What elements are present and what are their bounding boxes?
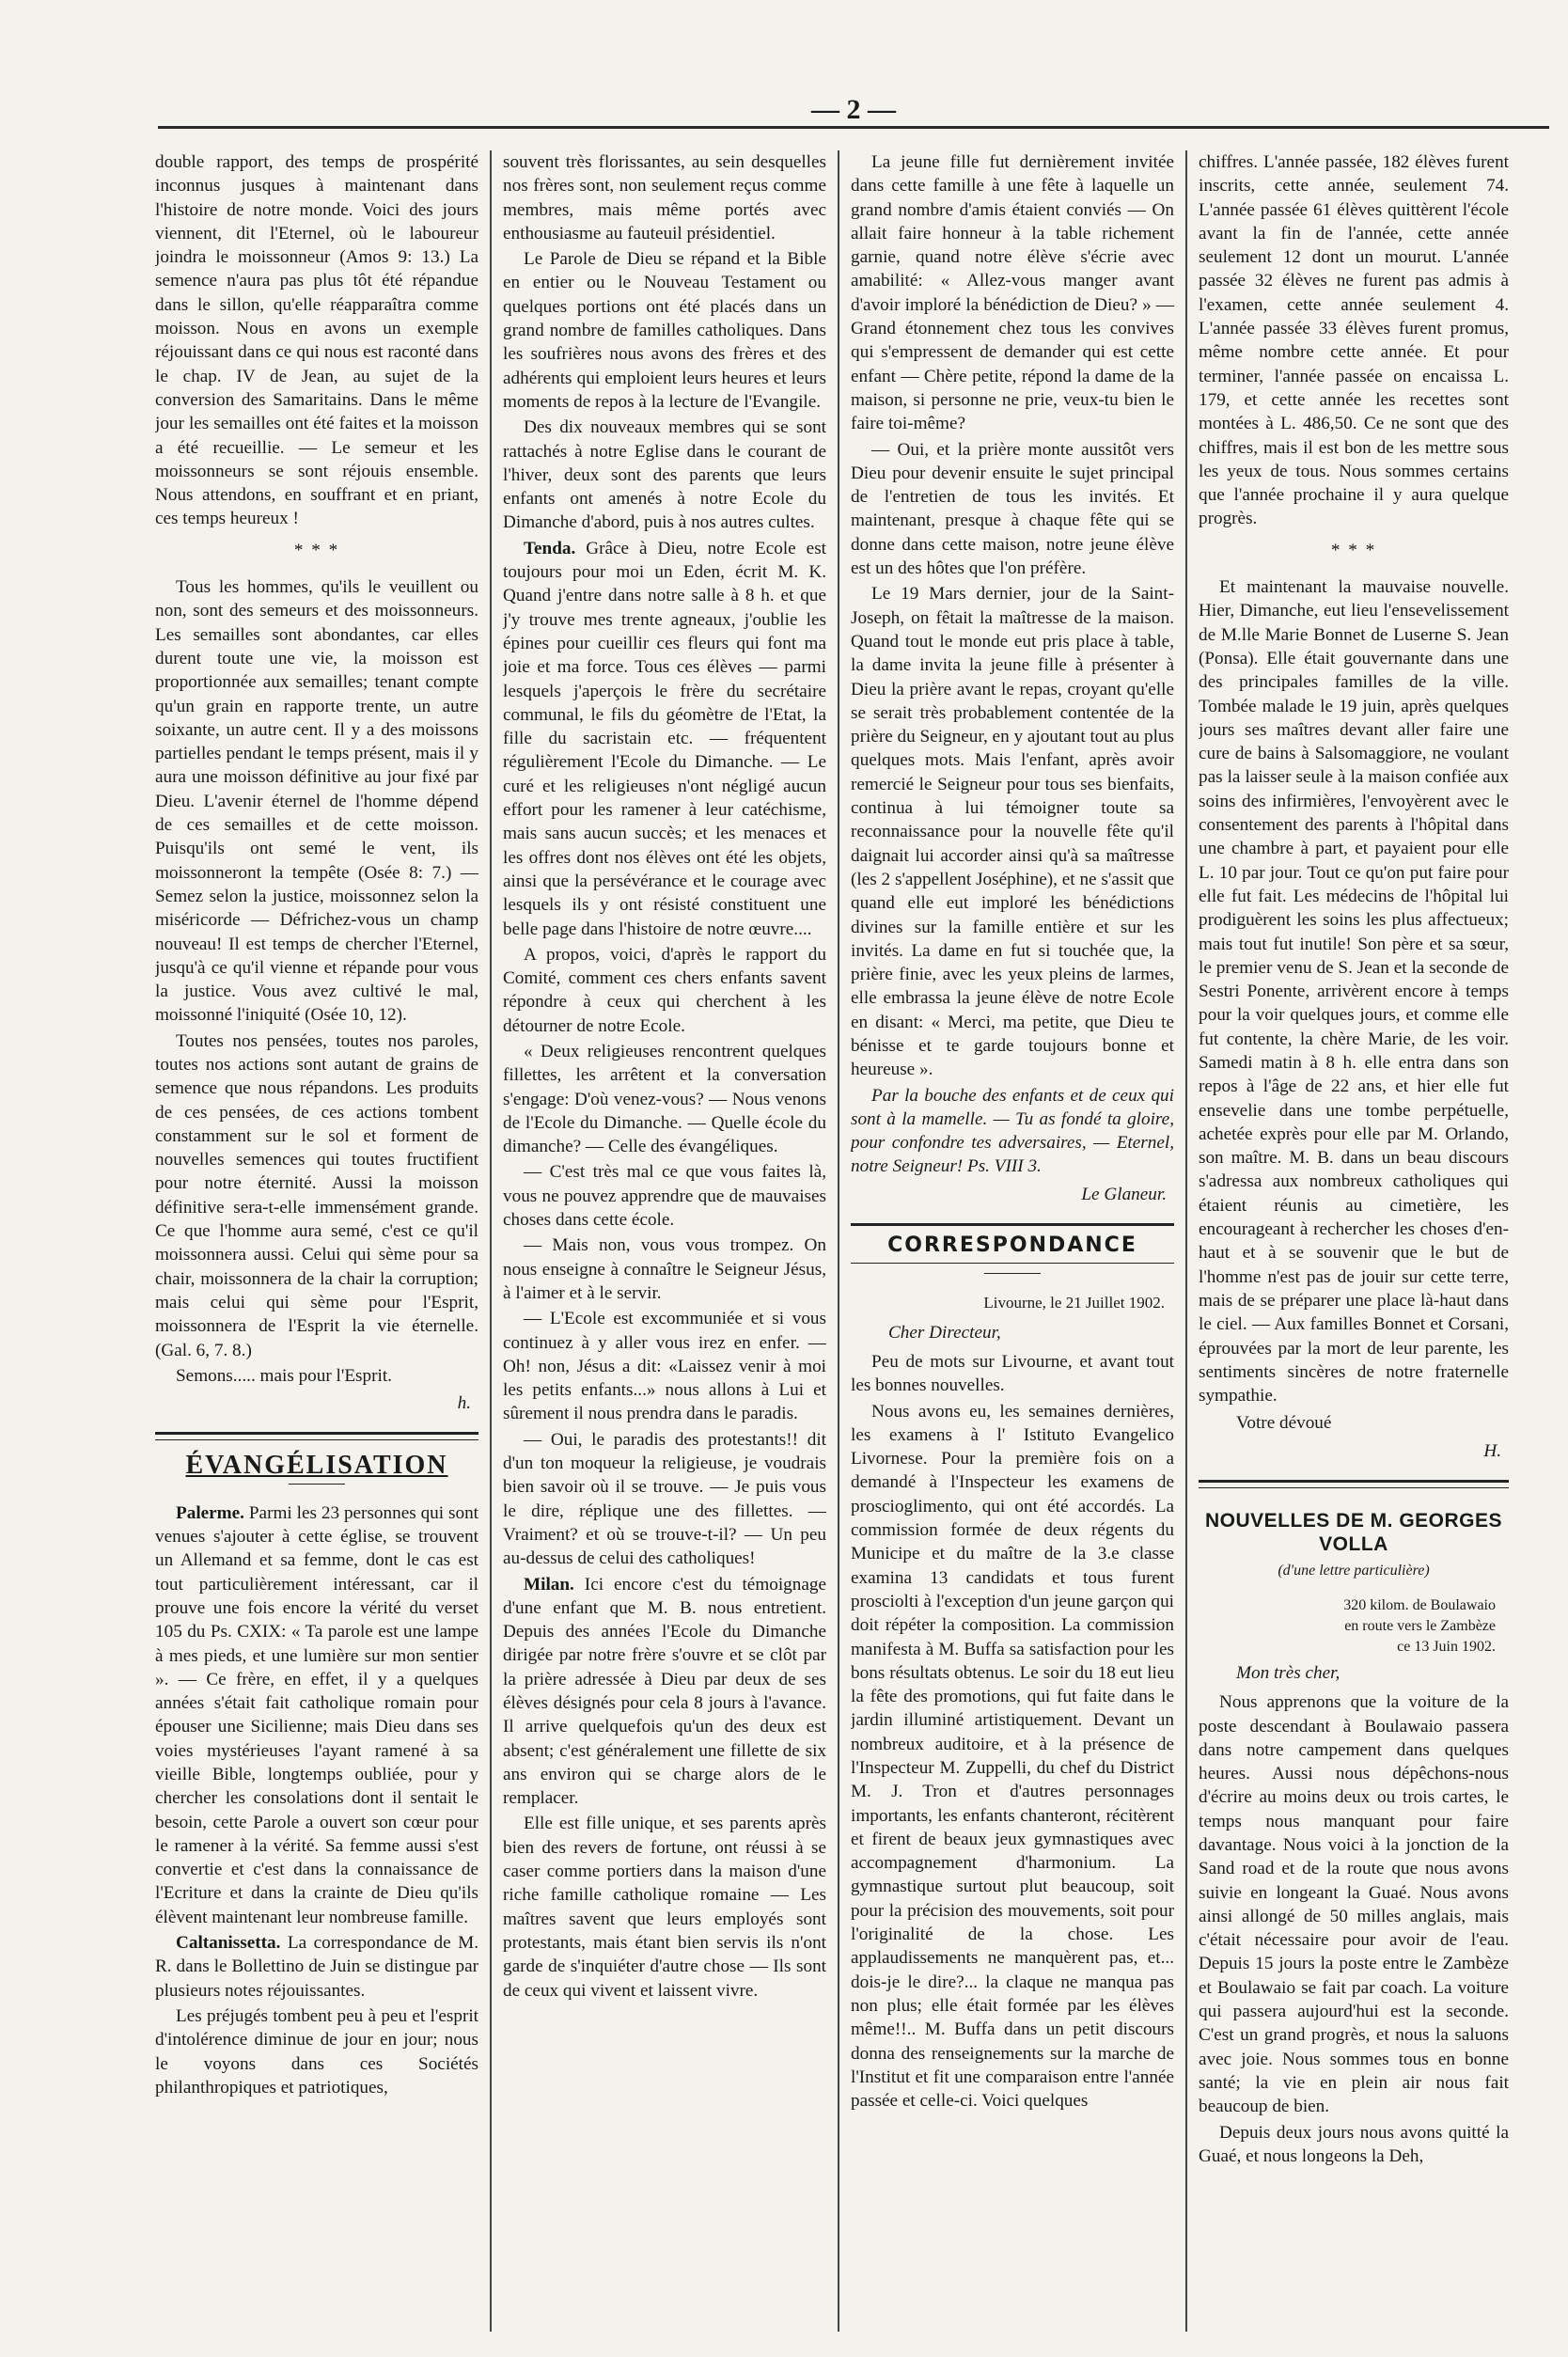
- paragraph-text: La correspondance de M. R. dans le Bollettino de Juin se distingue par plusieurs notes réjouissantes.: [155, 1933, 478, 2001]
- paragraph-caltanissetta: [155, 1931, 478, 2003]
- author-signature: h.: [457, 1393, 471, 1414]
- paragraph-milan: [503, 1573, 826, 1811]
- paragraph: — Mais non, vous vous trompez. On nous enseigne à connaître le Seigneur Jésus, à l'aimer et à le servir.: [503, 1235, 826, 1303]
- section-rule: [155, 1432, 478, 1440]
- letter-address-line: en route vers le Zambèze: [1344, 1617, 1496, 1634]
- title-underline: [984, 1273, 1041, 1274]
- paragraph: double rapport, des temps de prospérité inconnus jusques à maintenant dans l'histoire de notre monde. Voici des jours viennent, dit l'Eternel, où le laboureur joindra le moissonneur (Amos 9: 13.) La semence n'aura pas plus tôt été répandue dans le sillon, qu'elle réapparaîtra comme moisson. Nous en avons un exemple réjouissant dans ce qui nous est raconté dans le chap. IV de Jean, au sujet de la conversion des Samaritains. Dans le même jour les semailles ont été faites et la moisson a été recueillie. — Le semeur et les moissonneurs se sont réjouis ensemble. Nous attendons, en souffrant et en priant, ces temps heureux !: [155, 152, 478, 529]
- column-divider: [838, 150, 839, 2332]
- paragraph-text: Grâce à Dieu, notre Ecole est toujours pour moi un Eden, écrit M. K. Quand j'entre dans notre salle à 8 h. et que j'y trouve mes trente agneaux, j'oublie les épines pour cueillir ces fleurs qui font ma joie et ma force. Tous ces élèves — parmi lesquels j'aperçois le frère du secrétaire communal, le fils du géomètre de l'Etat, la fille du sacristain etc. — fréquentent régulièrement l'Ecole du Dimanche. — Le curé et les religieuses n'ont négligé aucun effort pour les ramener à leur catéchisme, mais sans aucun succès; et les menaces et les offres dont nos élèves ont été les objets, ainsi que la persévérance et le courage avec lesquels ils y ont résisté constituent une belle page dans l'histoire de notre œuvre....: [503, 538, 826, 939]
- column-4: [1199, 150, 1509, 2332]
- title-underline: [289, 1484, 345, 1485]
- section-stars: * * *: [1330, 540, 1377, 560]
- paragraph: Elle est fille unique, et ses parents après bien des revers de fortune, ont réussi à se caser comme portiers dans la maison d'une riche famille catholique romaine — Les maîtres savent que leurs employés sont protestants, mais étant bien servis ils n'ont garde de s'inquiéter d'autre chose — Ils sont de ceux qui vivent et laissent vivre.: [503, 1814, 826, 2001]
- place-name: Palerme.: [176, 1502, 244, 1523]
- page-header: [158, 94, 1549, 132]
- column-divider: [1185, 150, 1187, 2332]
- section-rule: [1199, 1480, 1509, 1488]
- paragraph: A propos, voici, d'après le rapport du Comité, comment ces chers enfants savent répondre à ceux qui cherchent à les détourner de notre Ecole.: [503, 944, 826, 1036]
- paragraph: Peu de mots sur Livourne, et avant tout les bonnes nouvelles.: [851, 1351, 1174, 1396]
- paragraph: souvent très florissantes, au sein desquelles nos frères sont, non seulement reçus comme membres, mais même portés avec enthousiasme au fauteuil présidentiel.: [503, 152, 826, 244]
- paragraph: Le Parole de Dieu se répand et la Bible en entier ou le Nouveau Testament ou quelques portions ont été placés dans un grand nombre de familles catholiques. Dans les soufrières nous avons des frères et des adhérents qui emploient leurs heures et leurs moments de repos à la lecture de l'Evangile.: [503, 249, 826, 412]
- paragraph: Le 19 Mars dernier, jour de la Saint-Joseph, on fêtait la maîtresse de la maison. Quand tout le monde eut pris place à table, la dame invita la jeune fille à présenter à Dieu la prière avant le repas, croyant qu'elle se serait très probablement contentée de la prière du Seigneur, en y ajoutant tout au plus quelques mots. Mais l'enfant, après avoir remercié le Seigneur pour tous ses bienfaits, continua à lui témoigner toute sa reconnaissance pour la nouvelle fête qu'il daignait lui accorder ainsi qu'à sa maîtresse (les 2 s'appellent Joséphine), et ne s'assit que quand elle eut imploré les bénédictions divines sur la famille entière et sur les invités. La dame en fut si touchée que, la prière finie, avec les yeux pleins de larmes, elle embrassa la jeune élève de notre Ecole en disant: « Merci, ma petite, que Dieu te bénisse et te garde toujours bonne et heureuse ».: [851, 584, 1174, 1080]
- paragraph-text: Ici encore c'est du témoignage d'une enfant que M. B. nous entretient. Depuis des années l'Ecole du Dimanche dirigée par notre frère s'ouvre et se clôt par la prière adressée à Dieu par deux de ses élèves désignés pour cela 8 jours à l'avance. Il arrive quelquefois qu'un des deux est absent; c'est généralement une fillette de six ans environ qui se charge alors de le remplacer.: [503, 1574, 826, 1809]
- letter-date: ce 13 Juin 1902.: [1397, 1638, 1496, 1655]
- letter-address-line: 320 kilom. de Boulawaio: [1343, 1596, 1496, 1613]
- author-signature: Le Glaneur.: [1081, 1184, 1167, 1204]
- paragraph: Les préjugés tombent peu à peu et l'esprit d'intolérence diminue de jour en jour; nous le voyons dans ces Sociétés philanthropiques et patriotiques,: [155, 2005, 478, 2098]
- column-3: [851, 150, 1174, 2332]
- section-title-evangelisation: ÉVANGÉLISATION: [185, 1451, 448, 1481]
- paragraph: — L'Ecole est excommuniée et si vous continuez à y aller vous irez en enfer. — Oh! non, Jésus a dit: «Laissez venir à moi les petits enfants...» nous allons à Lui et sûrement il nous prendra dans le paradis.: [503, 1309, 826, 1424]
- place-name: Tenda.: [524, 538, 576, 558]
- section-subtitle: (d'une lettre particulière): [1278, 1562, 1430, 1579]
- scripture-quote: Par la bouche des enfants et de ceux qui sont à la mamelle. — Tu as fondé ta gloire, pour confondre tes adversaires, — Eternel, notre Seigneur! Ps. VIII 3.: [851, 1085, 1174, 1177]
- author-signature: H.: [1483, 1440, 1501, 1461]
- paragraph: Tous les hommes, qu'ils le veuillent ou non, sont des semeurs et des moissonneurs. Les semailles sont abondantes, car elles durent toute une vie, la moisson est proportionnée aux semailles; tenant compte qu'un grain en rapporte trente, un autre soixante, un autre cent. Il y a des moissons partielles pendant le temps présent, mais il y aura une moisson définitive au jour fixé par Dieu. L'avenir éternel de l'homme dépend de ces semailles et de cette moisson. Puisqu'ils ont semé le vent, ils moissonneront la tempête (Osée 8: 7.) — Semez selon la justice, moissonnez selon la miséricorde — Défrichez-vous un champ nouveau! Il est temps de chercher l'Eternel, jusqu'à ce qu'il vienne et répande pour vous la justice. Vous avez cultivé le mal, moissonné l'iniquité (Osée 10, 12).: [155, 577, 478, 1026]
- paragraph: Et maintenant la mauvaise nouvelle. Hier, Dimanche, eut lieu l'ensevelissement de M.lle Marie Bonnet de Luserne S. Jean (Ponsa). Elle était gouvernante dans une des principales familles de la ville. Tombée malade le 19 juin, après quelques jours ses maîtres devant aller faire une cure de bains à Salsomaggiore, ne voulant pas la laisser seule à la maison confiée aux soins des infirmières, l'envoyèrent avec le consentement des parents à l'hôpital dans une chambre à part, et payaient pour elle L. 10 par jour. Tout ce qu'on put faire pour elle fut fait. Les médecins de l'hôpital lui prodiguèrent les soins les plus affectueux; mais tout fut inutile! Son père et sa sœur, le premier venu de S. Jean et la seconde de Sestri Ponente, arrivèrent encore à temps pour la voir quelques jours, et comme elle fut contente, la chère Marie, de les voir. Samedi matin à 8 h. elle entra dans son repos à l'âge de 22 ans, et hier elle fut ensevelie dans une tombe perpétuelle, achetée exprès pour elle par M. Orlando, son maître. M. B. dans un beau discours s'adressa aux nombreux catholiques qui étaient réunis au cimetière, les encourageant à rechercher les choses d'en-haut et à se souvenir que le but de l'homme n'est pas de jouir sur cette terre, mais de se préparer une place là-haut dans le ciel. — Aux familles Bonnet et Corsani, éprouvées par la mort de leur parente, les sentiments sincères de notre fraternelle sympathie.: [1199, 577, 1509, 1406]
- column-divider: [490, 150, 492, 2332]
- letter-salutation: Cher Directeur,: [888, 1322, 1001, 1343]
- letter-salutation: Mon très cher,: [1236, 1662, 1341, 1683]
- page-number: — 2 —: [811, 94, 896, 125]
- letter-closing: Votre dévoué: [1236, 1413, 1332, 1434]
- paragraph: « Deux religieuses rencontrent quelques fillettes, les arrêtent et la conversation s'engage: D'où venez-vous? — Nous venons de l'Ecole du Dimanche. — Quelle école du dimanche? — Celle des évangéliques.: [503, 1041, 826, 1157]
- paragraph: Toutes nos pensées, toutes nos paroles, toutes nos actions sont autant de grains de semence que nous répandons. Les produits de ces pensées, de ces actions tombent constamment sur le sol et forment de nouvelles semences qui toutes fructifient pour notre éternité. Aussi la moisson définitive sera-t-elle immensément grande. Ce que l'homme aura semé, c'est ce qu'il moissonnera aussi. Celui qui sème pour sa chair, moissonnera de la chair la corruption; mais celui qui sème pour l'Esprit, moissonnera de l'Esprit la vie éternelle. (Gal. 6, 7. 8.): [155, 1030, 478, 1360]
- place-name: Milan.: [524, 1574, 574, 1595]
- letter-date: Livourne, le 21 Juillet 1902.: [983, 1294, 1165, 1312]
- section-title-correspondance: CORRESPONDANCE: [851, 1223, 1174, 1264]
- column-2: [503, 150, 826, 2332]
- paragraph-palerme: [155, 1501, 478, 1929]
- paragraph-text: Parmi les 23 personnes qui sont venues s'ajouter à cette église, se trouvent un Allemand et sa femme, dont le cas est tout particulièrement intéressant, car il prouve une fois encore la vérité du verset 105 du Ps. CXIX: « Ta parole est une lampe à mes pieds, et une lumière sur mon sentier ». — Ce frère, en effet, il y a quelques années s'était fait catholique romain pour épouser une Sicilienne; mais Dieu dans ses voies mystérieuses l'ayant ramené à sa vieille Bible, longtemps oubliée, pour y chercher les consolations dont il sentait le besoin, cette Parole a ouvert son cœur pour le ramener à la vérité. Sa femme aussi s'est convertie et c'est dans la connaissance de l'Ecriture et dans la crainte de Dieu qu'ils élèvent maintenant leur nombreuse famille.: [155, 1502, 478, 1927]
- newspaper-columns: [155, 150, 1509, 2332]
- paragraph-tenda: [503, 537, 826, 941]
- paragraph: — C'est très mal ce que vous faites là, vous ne pouvez apprendre que de mauvaises choses dans cette école.: [503, 1162, 826, 1231]
- place-name: Caltanissetta.: [176, 1933, 281, 1954]
- paragraph: Semons..... mais pour l'Esprit.: [176, 1365, 392, 1386]
- paragraph: La jeune fille fut dernièrement invitée dans cette famille à une fête à laquelle un grand nombre d'amis étaient conviés — On allait faire honneur à la table richement garnie, quand notre élève s'écrie avec amabilité: « Allez-vous manger avant d'avoir imploré la bénédiction de Dieu? » — Grand étonnement chez tous les convives qui s'empressent de demander qui est cette enfant — Chère petite, répond la dame de la maison, si personne ne prie, veux-tu bien le faire toi-même?: [851, 152, 1174, 434]
- header-rule: [158, 126, 1549, 129]
- column-1: [155, 150, 478, 2332]
- paragraph: chiffres. L'année passée, 182 élèves furent inscrits, cette année, seulement 74. L'année passée 61 élèves quittèrent l'école avant la fin de l'année, cette année seulement 12 dont un mourut. L'année passée 32 élèves ne furent pas admis à l'examen, cette année seulement 4. L'année passée 33 élèves furent promus, même nombre cette année. Et pour terminer, l'année passée on encaissa L. 179, et cette année les recettes sont montées à L. 486,50. Ce ne sont que des chiffres, mais il est bon de les mettre sous les yeux de tous. Nous sommes certains que l'année prochaine il y aura quelque progrès.: [1199, 152, 1509, 529]
- paragraph: Des dix nouveaux membres qui se sont rattachés à notre Eglise dans le courant de l'hiver, deux sont des parents que leurs enfants ont amenés à notre Ecole du Dimanche d'abord, puis à nos autres cultes.: [503, 417, 826, 533]
- paragraph: — Oui, le paradis des protestants!! dit d'un ton moqueur la religieuse, je voudrais bien savoir où il se trouve. — Je puis vous le dire, réplique une des fillettes. — Vraiment? et où se trouve-t-il? — Un peu au-dessus de celui des catholiques!: [503, 1429, 826, 1569]
- section-stars: * * *: [293, 540, 340, 560]
- section-title-volla: NOUVELLES DE M. GEORGES VOLLA: [1204, 1510, 1503, 1556]
- paragraph: Nous apprenons que la voiture de la poste descendant à Boulawaio passera dans notre campement dans quelques heures. Aussi nous dépêchons-nous d'écrire au moins deux ou trois cartes, le temps nous manquant pour faire davantage. Nous voici à la jonction de la Sand road et de la route que nous avons suivie en longeant la Guaé. Nous avons ainsi allongé de 50 milles anglais, mais c'était nécessaire pour avoir de l'eau. Depuis 15 jours la poste entre le Zambèze et Boulawaio se fait par coach. La voiture qui passera aujourd'hui est la seconde. C'est un grand progrès, et nous la saluons avec joie. Nous sommes tous en bonne santé; la vie en plein air nous fait beaucoup de bien.: [1199, 1692, 1509, 2117]
- paragraph: Nous avons eu, les semaines dernières, les examens à l' Istituto Evangelico Livornese. Pour la première fois on a demandé à l'Inspecteur les examens de proscioglimento, qui ont été accordés. La commission formée de deux régents du Municipe et du maître de la 3.e classe examina 13 candidats et tous furent prosciolti à l'exception d'un jeune garçon qui doit répéter la composition. La commission manifesta à M. Buffa sa satisfaction pour les bons résultats obtenus. Le soir du 18 eut lieu la fête des promotions, qui fut faite dans le jardin illuminé artistiquement. Devant un nombreux auditoire, et à la présence de l'Inspecteur M. Zuppelli, du chef du District M. J. Tron et d'autres personnages importants, les enfants chanteront, récitèrent et firent de beaux jeux gymnastiques avec accompagnement d'harmonium. La gymnastique surtout plut beaucoup, soit pour la précision des mouvements, soit pour l'originalité de la chose. Les applaudissements ne manquèrent pas, et... dois-je le dire?... la claque ne manqua pas non plus; elle était formée par les élèves même!!.. M. Buffa dans un petit discours donna des renseignements sur la marche de l'Institut et fit une comparaison entre l'année passée et celle-ci. Voici quelques: [851, 1401, 1174, 2112]
- paragraph: — Oui, et la prière monte aussitôt vers Dieu pour devenir ensuite le sujet principal de l'entretien de tous les invités. Et maintenant, presque à chaque fête qui se donne dans cette maison, notre jeune élève est un des hôtes que l'on préfère.: [851, 439, 1174, 579]
- paragraph: Depuis deux jours nous avons quitté la Guaé, et nous longeons la Deh,: [1199, 2122, 1509, 2166]
